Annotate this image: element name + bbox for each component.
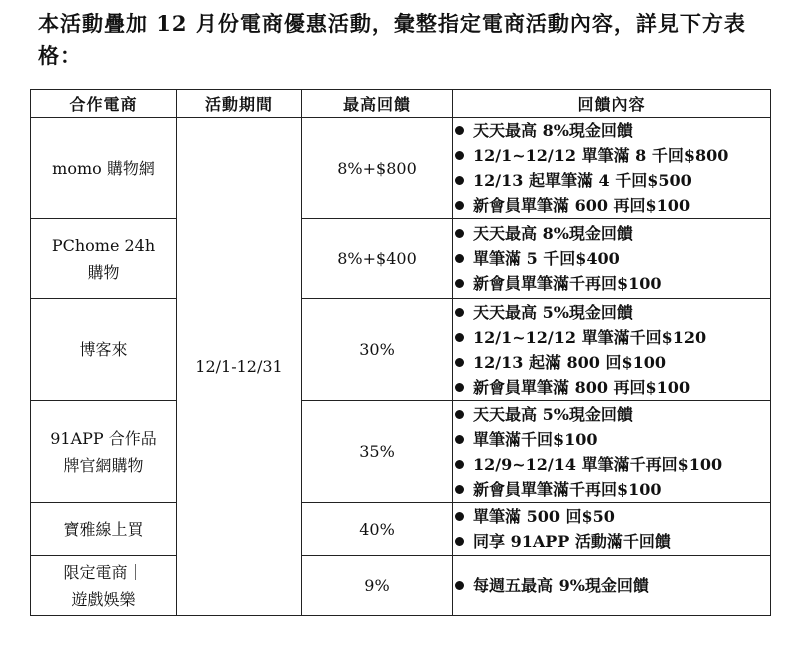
partner-name-line: 遊戲娛樂 [71,589,136,609]
partner-name-line: 91APP 合作品 [50,428,157,448]
rebate-text: 12/1~12/12 單筆滿千回$120 [473,327,707,347]
rebate-text: 12/13 起滿 800 回$100 [473,352,667,372]
partner-cell [31,556,177,616]
partner-cell [31,219,177,299]
table-row [31,299,771,401]
header-partner: 合作電商 [31,90,177,118]
rebate-details-cell [453,219,771,299]
partner-name-line: 限定電商｜ [63,562,144,582]
table-row [31,556,771,616]
partner-cell [31,503,177,556]
rebate-list-item [453,452,770,477]
partner-name-line: 購物 [87,262,120,282]
rebate-list-item [453,271,770,296]
rebate-text: 新會員單筆滿 600 再回$100 [473,196,691,215]
partner-name-line: PChome 24h [51,235,156,255]
partner-name-line: momo 購物網 [52,158,155,178]
partner-cell [31,401,177,503]
bullet-icon [455,279,464,288]
max-rebate-cell: 9% [302,556,453,616]
partner-name-line: 牌官網購物 [63,455,144,475]
rebate-text: 天天最高 5%現金回饋 [473,302,633,322]
table-header-row [31,90,771,118]
bullet-icon [455,358,464,367]
bullet-icon [455,410,464,419]
rebate-list-item [453,193,770,218]
table-row [31,401,771,503]
max-rebate-cell: 35% [302,401,453,503]
rebate-text: 單筆滿千回$100 [473,429,598,449]
bullet-icon [455,201,464,210]
rebate-list-item [453,427,770,452]
rebate-list [453,118,770,218]
max-rebate-cell: 8%+$400 [302,219,453,299]
partner-name-line: 博客來 [79,340,128,359]
rebate-text: 同享 91APP 活動滿千回饋 [473,532,671,551]
rebate-details-cell [453,556,771,616]
promotion-table [30,89,771,616]
rebate-text: 12/13 起單筆滿 4 千回$500 [473,171,692,190]
max-rebate-cell: 40% [302,503,453,556]
bullet-icon [455,460,464,469]
table-row [31,118,771,219]
rebate-text: 新會員單筆滿 800 再回$100 [473,377,691,397]
rebate-list [453,504,770,554]
bullet-icon [455,512,464,521]
rebate-text: 新會員單筆滿千再回$100 [473,479,662,499]
rebate-list-item [453,402,770,427]
table-row [31,503,771,556]
rebate-text: 12/1~12/12 單筆滿 8 千回$800 [473,146,729,165]
rebate-details-cell [453,118,771,219]
max-rebate-cell: 8%+$800 [302,118,453,219]
rebate-text: 天天最高 5%現金回饋 [473,404,633,424]
rebate-list-item [453,375,770,400]
rebate-text: 單筆滿 5 千回$400 [473,249,620,268]
rebate-list [453,221,770,296]
bullet-icon [455,229,464,238]
bullet-icon [455,581,464,590]
rebate-list [453,573,770,598]
partner-name-line: 寶雅線上買 [63,519,144,539]
partner-cell [31,299,177,401]
bullet-icon [455,151,464,160]
bullet-icon [455,308,464,317]
rebate-details-cell [453,299,771,401]
header-max-rebate: 最高回饋 [302,90,453,118]
rebate-list [453,402,770,502]
partner-cell [31,118,177,219]
rebate-text: 每週五最高 9%現金回饋 [473,576,649,595]
rebate-text: 單筆滿 500 回$50 [473,507,615,526]
bullet-icon [455,435,464,444]
rebate-list-item [453,221,770,246]
rebate-list [453,300,770,400]
bullet-icon [455,485,464,494]
table-row [31,219,771,299]
rebate-list-item [453,573,770,598]
rebate-list-item [453,168,770,193]
bullet-icon [455,537,464,546]
header-rebate-details: 回饋內容 [453,90,771,118]
rebate-text: 天天最高 8%現金回饋 [473,121,633,140]
rebate-list-item [453,246,770,271]
rebate-details-cell [453,503,771,556]
bullet-icon [455,176,464,185]
bullet-icon [455,126,464,135]
rebate-list-item [453,325,770,350]
bullet-icon [455,383,464,392]
rebate-text: 天天最高 8%現金回饋 [473,224,633,243]
rebate-list-item [453,300,770,325]
intro-paragraph: 本活動疊加 12 月份電商優惠活動，彙整指定電商活動內容，詳見下方表格： [38,11,746,68]
rebate-text: 新會員單筆滿千再回$100 [473,274,662,293]
rebate-list-item [453,477,770,502]
bullet-icon [455,333,464,342]
max-rebate-cell: 30% [302,299,453,401]
header-period: 活動期間 [177,90,302,118]
rebate-details-cell [453,401,771,503]
rebate-list-item [453,350,770,375]
rebate-list-item [453,504,770,529]
rebate-list-item [453,118,770,143]
bullet-icon [455,254,464,263]
rebate-list-item [453,143,770,168]
activity-period-cell: 12/1-12/31 [177,118,302,616]
rebate-text: 12/9~12/14 單筆滿千再回$100 [473,454,723,474]
rebate-list-item [453,529,770,554]
